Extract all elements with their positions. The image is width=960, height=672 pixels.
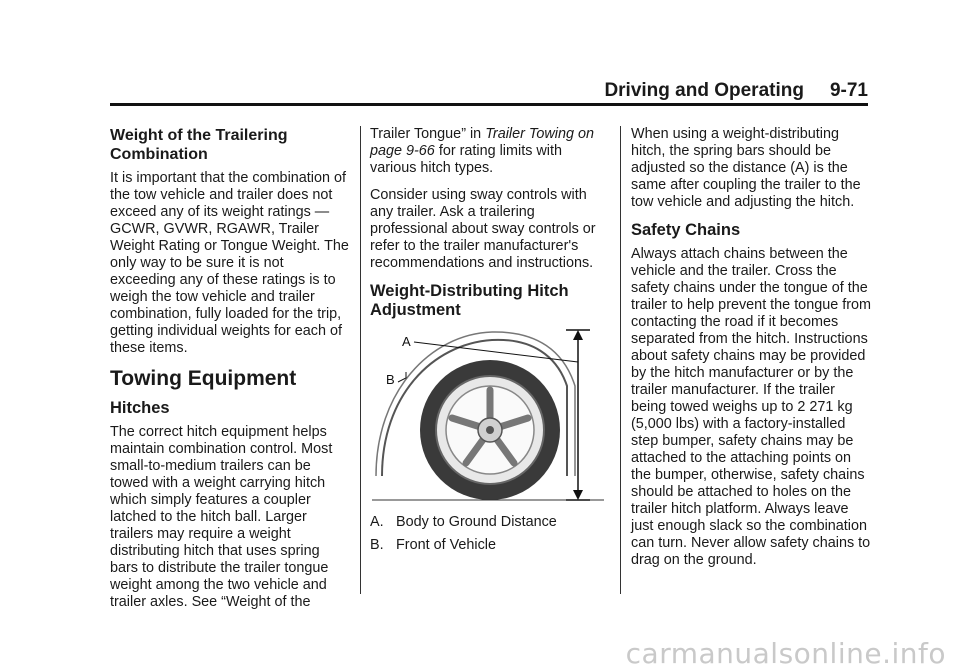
- arrow-down: [573, 490, 583, 500]
- heading-towing-equipment: Towing Equipment: [110, 367, 297, 390]
- paragraph-tongue-cont: Trailer Tongue” in Trailer Towing on page 9-66 for rating limits with various hitch types.: [370, 126, 594, 176]
- column-divider: [360, 126, 361, 594]
- wheel-diagram: [372, 326, 604, 506]
- arrow-up: [573, 330, 583, 340]
- paragraph-safety-chains: Always attach chains between the vehicle and the trailer. Cross the safety chains under the tongue of the trailer to help prevent the tongue from contacting the road if it becomes separated from the hitch. Instructions about safety chains may be provided by the hitch manufacturer or by the trailer manufacturer. If the trailer being towed weighs up to 2 271 kg (5,000 lbs) with a factory-installed step bumper, safety chains may be attached to the attaching points on the bumper, otherwise, safety chains should be attached to holes on the trailer hitch platform. Always leave just enough slack so the combination can turn. Never allow safety chains to drag on the ground.: [631, 246, 871, 568]
- column-divider: [620, 126, 621, 594]
- caption-b: B. Front of Vehicle: [370, 537, 496, 553]
- section-title: Driving and Operating: [604, 80, 804, 101]
- label-a: A: [402, 334, 411, 349]
- wheel-illustration: [372, 326, 604, 506]
- column-right: [631, 126, 871, 579]
- caption-a: A. Body to Ground Distance: [370, 514, 557, 530]
- paragraph-wdh: When using a weight-distributing hitch, the spring bars should be adjusted so the distance (A) is the same after coupling the trailer to the tow vehicle and adjusting the hitch.: [631, 126, 861, 210]
- paragraph-hitches: The correct hitch equipment helps maintain combination control. Most small-to-medium trailers can be towed with a weight carrying hitch which simply features a coupler latched to the hitch ball. Larger trailers may require a weight distributing hitch that uses spring bars to distribute the trailer tongue weight among the two vehicle and trailer axles. See “Weight of the: [110, 424, 333, 610]
- paragraph-weight-combination: It is important that the combination of the tow vehicle and trailer does not exceed any of its weight ratings — GCWR, GVWR, RGAWR, Trailer Weight Rating or Tongue Weight. The only way to be sure it is not exceeding any of these ratings is to weigh the tow vehicle and trailer combination, fully loaded for the trip, getting individual weights for each of these items.: [110, 170, 349, 356]
- paragraph-sway-controls: Consider using sway controls with any trailer. Ask a trailering professional about sway controls or refer to the trailer manufacturer's recommendations and instructions.: [370, 187, 596, 271]
- cross-reference-link[interactable]: Trailer Towing on page 9-66: [370, 126, 594, 159]
- heading-wdh-adjustment: Weight-Distributing Hitch Adjustment: [370, 282, 569, 319]
- header-rule: [110, 103, 868, 106]
- heading-weight-combination: Weight of the Trailering Combination: [110, 127, 288, 163]
- label-b: B: [386, 372, 395, 387]
- page-header: [604, 80, 868, 102]
- watermark: carmanualsonline.info: [625, 637, 946, 670]
- hub-center: [486, 426, 494, 434]
- page-number: 9-71: [829, 80, 868, 101]
- column-middle: [370, 126, 610, 560]
- column-left: [110, 126, 350, 621]
- heading-hitches: Hitches: [110, 399, 170, 417]
- heading-safety-chains: Safety Chains: [631, 221, 741, 239]
